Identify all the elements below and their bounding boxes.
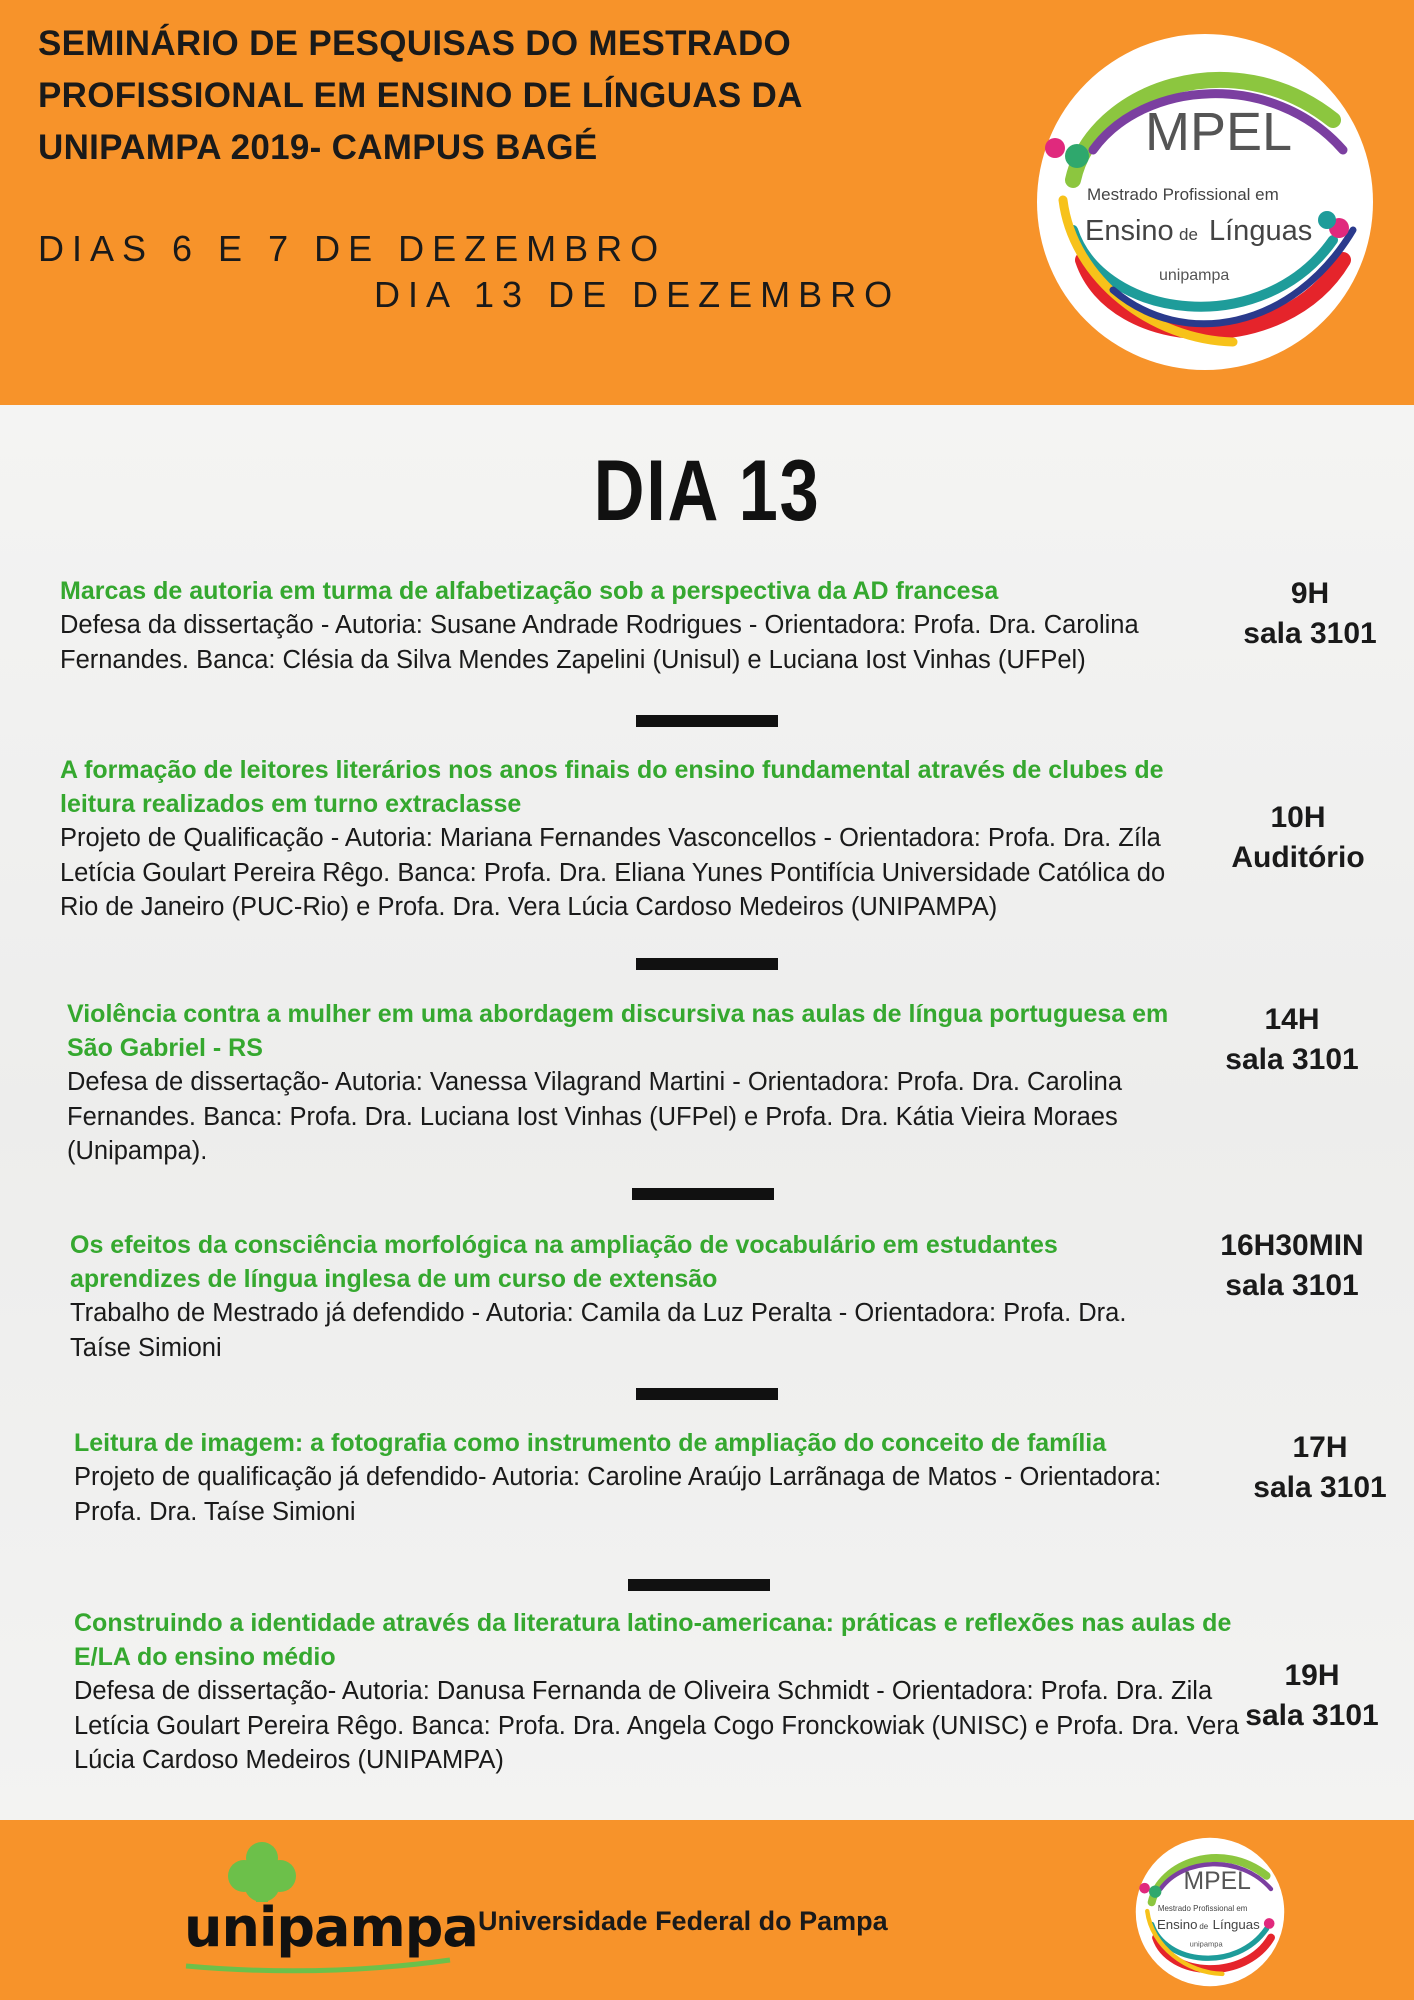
university-fullname: Universidade Federal do Pampa: [478, 1906, 888, 1936]
event-5: [74, 1426, 1234, 1529]
event-description: Projeto de qualificação já defendido- Autoria: Caroline Araújo Larrãnaga de Matos - Orientadora: Profa. Dra. Taíse Simioni: [74, 1463, 1162, 1526]
event-hour: 10H: [1270, 801, 1326, 834]
event-description: Defesa de dissertação- Autoria: Danusa Fernanda de Oliveira Schmidt - Orientadora: Profa. Dra. Zila Letícia Goulart Pereira Rêgo. Banca: Profa. Dra. Angela Cogo Fronckowiak (UNISC) e Profa. Dra. Vera Lúcia Cardoso Medeiros (UNIPAMPA): [74, 1677, 1240, 1774]
event-3: [67, 997, 1187, 1169]
event-hour: 16H30MIN: [1220, 1229, 1364, 1262]
event-room: sala 3101: [1225, 1269, 1359, 1302]
unipampa-wordmark: unipampa: [184, 1896, 478, 1959]
event-time-4: [1192, 1226, 1392, 1306]
event-description: Defesa de dissertação- Autoria: Vanessa Vilagrand Martini - Orientadora: Profa. Dra. Carolina Fernandes. Banca: Profa. Dra. Luciana Iost Vinhas (UFPel) e Profa. Dra. Kátia Vieira Moraes (Unipampa).: [67, 1068, 1123, 1165]
title-line-2: PROFISSIONAL EM ENSINO DE LÍNGUAS DA: [38, 76, 803, 115]
event-title: Violência contra a mulher em uma abordagem discursiva nas aulas de língua portuguesa em São Gabriel - RS: [67, 1000, 1169, 1062]
event-title: A formação de leitores literários nos anos finais do ensino fundamental através de clubes de leitura realizados em turno extraclasse: [60, 756, 1164, 818]
event-time-6: [1222, 1656, 1402, 1736]
event-6: [74, 1606, 1254, 1778]
event-time-5: [1230, 1428, 1410, 1508]
event-2: [60, 753, 1200, 925]
event-description: Projeto de Qualificação - Autoria: Mariana Fernandes Vasconcellos - Orientadora: Profa. Dra. Zíla Letícia Goulart Pereira Rêgo. Banca: Profa. Dra. Eliana Yunes Pontifícia Universidade Católica do Rio de Janeiro (PUC-Rio) e Profa. Dra. Vera Lúcia Cardoso Medeiros (UNIPAMPA): [60, 824, 1166, 921]
event-hour: 17H: [1292, 1431, 1348, 1464]
title-line-1: SEMINÁRIO DE PESQUISAS DO MESTRADO: [38, 24, 792, 63]
logo-linguas: Línguas: [1209, 215, 1313, 247]
separator: [632, 1188, 774, 1200]
event-hour: 19H: [1284, 1659, 1340, 1692]
event-hour: 9H: [1290, 577, 1330, 610]
logo-unipampa: unipampa: [1159, 267, 1230, 284]
dates-line-1: DIAS 6 E 7 DE DEZEMBRO: [38, 228, 667, 269]
event-description: Defesa da dissertação - Autoria: Susane Andrade Rodrigues - Orientadora: Profa. Dra. Carolina Fernandes. Banca: Clésia da Silva Mendes Zapelini (Unisul) e Luciana Iost Vinhas (UFPel): [60, 611, 1139, 674]
event-1: [60, 574, 1200, 677]
event-time-2: [1208, 798, 1388, 878]
event-time-1: [1220, 574, 1400, 654]
seminar-title: [38, 18, 998, 174]
event-title: Os efeitos da consciência morfológica na ampliação de vocabulário em estudantes aprendizes de língua inglesa de um curso de extensão: [70, 1231, 1058, 1293]
day-title: DIA 13: [593, 443, 821, 539]
logo-small-acronym: MPEL: [1183, 1868, 1251, 1896]
logo-ensino: Ensino: [1085, 215, 1174, 247]
event-hour: 14H: [1264, 1003, 1320, 1036]
event-room: sala 3101: [1225, 1043, 1359, 1076]
event-room: Auditório: [1231, 841, 1365, 874]
event-description: Trabalho de Mestrado já defendido - Autoria: Camila da Luz Peralta - Orientadora: Profa. Dra. Taíse Simioni: [70, 1299, 1127, 1362]
logo-small-unipampa: unipampa: [1189, 1939, 1223, 1949]
logo-small-line1: Mestrado Profissional em: [1157, 1904, 1248, 1914]
event-room: sala 3101: [1253, 1471, 1387, 1504]
logo-small-ensino: Ensino: [1156, 1916, 1198, 1932]
event-room: sala 3101: [1243, 617, 1377, 650]
separator: [628, 1579, 770, 1591]
logo-line1: Mestrado Profissional em: [1087, 185, 1279, 204]
title-line-3: UNIPAMPA 2019- CAMPUS BAGÉ: [38, 128, 598, 167]
logo-de: de: [1179, 225, 1198, 244]
event-title: Marcas de autoria em turma de alfabetização sob a perspectiva da AD francesa: [60, 577, 999, 605]
logo-small-linguas: Línguas: [1212, 1916, 1260, 1932]
separator: [636, 958, 778, 970]
event-room: sala 3101: [1245, 1699, 1379, 1732]
dates-line-2: DIA 13 DE DEZEMBRO: [374, 274, 901, 315]
event-title: Construindo a identidade através da literatura latino-americana: práticas e reflexões nas aulas de E/LA do ensino médio: [74, 1609, 1232, 1671]
event-time-3: [1202, 1000, 1382, 1080]
event-title: Leitura de imagem: a fotografia como instrumento de ampliação do conceito de família: [74, 1429, 1107, 1457]
separator: [636, 1388, 778, 1400]
separator: [636, 715, 778, 727]
mpel-logo: [1033, 30, 1377, 374]
logo-small-de: de: [1199, 1921, 1209, 1931]
logo-acronym: MPEL: [1145, 102, 1293, 162]
event-4: [70, 1228, 1180, 1365]
mpel-logo-small: [1134, 1836, 1286, 1988]
